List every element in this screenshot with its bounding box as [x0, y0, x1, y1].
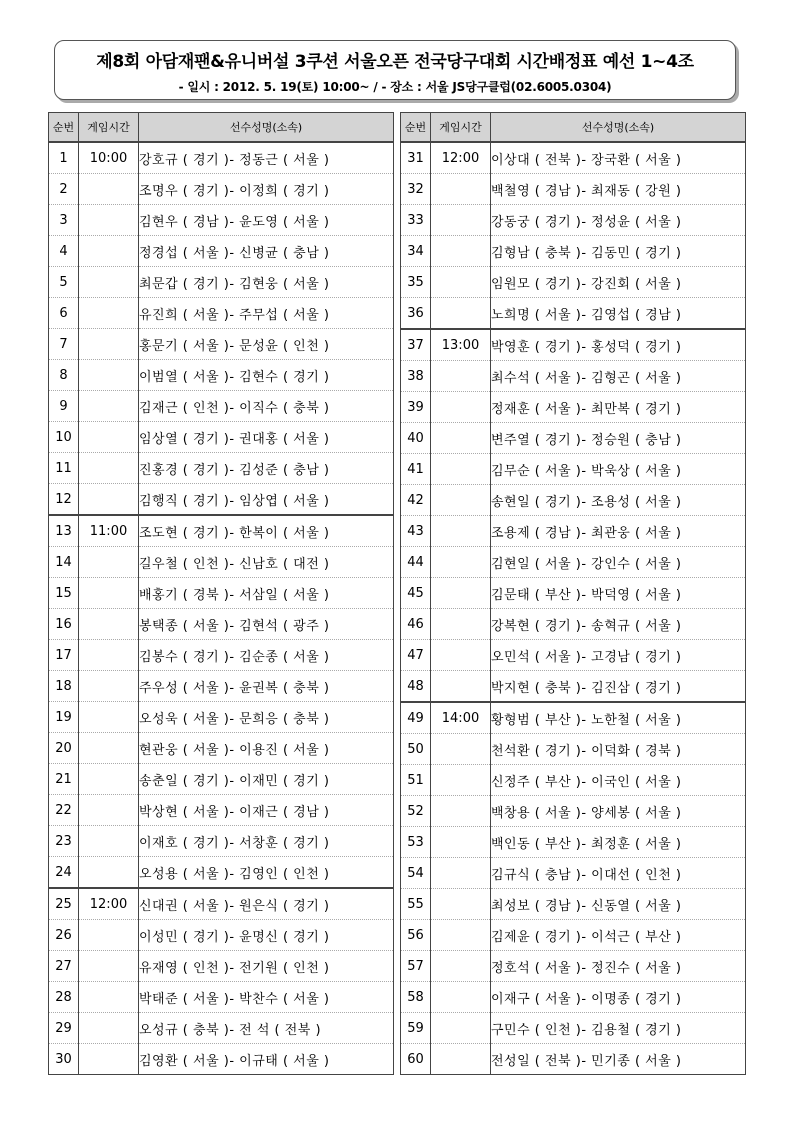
players-cell: 오성규 ( 충북 )- 전 석 ( 전북 ) [139, 1013, 394, 1044]
players-cell: 전성일 ( 전북 )- 민기종 ( 서울 ) [491, 1044, 746, 1075]
players-cell: 김영환 ( 서울 )- 이규태 ( 서울 ) [139, 1044, 394, 1075]
players-cell: 길우철 ( 인천 )- 신남호 ( 대전 ) [139, 547, 394, 578]
players-cell: 현관웅 ( 서울 )- 이용진 ( 서울 ) [139, 733, 394, 764]
players-cell: 변주열 ( 경기 )- 정승원 ( 충남 ) [491, 423, 746, 454]
match-number-cell: 57 [401, 951, 431, 982]
game-time-cell: 12:00 [79, 888, 139, 920]
match-number-cell: 44 [401, 547, 431, 578]
table-row [401, 174, 746, 205]
match-number-cell: 12 [49, 484, 79, 516]
table-row [401, 361, 746, 392]
table-row [401, 640, 746, 671]
game-time-cell [79, 857, 139, 889]
match-number-cell: 23 [49, 826, 79, 857]
match-number-cell: 46 [401, 609, 431, 640]
table-row [49, 578, 394, 609]
players-cell: 유재영 ( 인천 )- 전기원 ( 인천 ) [139, 951, 394, 982]
game-time-cell [431, 982, 491, 1013]
players-cell: 홍문기 ( 서울 )- 문성윤 ( 인천 ) [139, 329, 394, 360]
game-time-cell [79, 453, 139, 484]
match-number-cell: 5 [49, 267, 79, 298]
match-number-cell: 26 [49, 920, 79, 951]
players-cell: 김재근 ( 인천 )- 이직수 ( 충북 ) [139, 391, 394, 422]
table-row [401, 889, 746, 920]
match-number-cell: 51 [401, 765, 431, 796]
players-cell: 오민석 ( 서울 )- 고경남 ( 경기 ) [491, 640, 746, 671]
match-number-cell: 49 [401, 702, 431, 734]
players-cell: 정호석 ( 서울 )- 정진수 ( 서울 ) [491, 951, 746, 982]
game-time-cell [431, 516, 491, 547]
table-row [401, 765, 746, 796]
match-number-cell: 56 [401, 920, 431, 951]
game-time-cell [431, 205, 491, 236]
table-row [401, 329, 746, 361]
table-row [49, 174, 394, 205]
players-cell: 백창용 ( 서울 )- 양세봉 ( 서울 ) [491, 796, 746, 827]
game-time-cell [431, 640, 491, 671]
match-number-cell: 54 [401, 858, 431, 889]
match-number-cell: 45 [401, 578, 431, 609]
game-time-cell [431, 671, 491, 703]
table-row [49, 640, 394, 671]
match-number-cell: 18 [49, 671, 79, 702]
match-number-cell: 7 [49, 329, 79, 360]
game-time-cell [431, 174, 491, 205]
players-cell: 최수석 ( 서울 )- 김형곤 ( 서울 ) [491, 361, 746, 392]
table-row [49, 391, 394, 422]
players-cell: 김규식 ( 충남 )- 이대선 ( 인천 ) [491, 858, 746, 889]
table-row [49, 329, 394, 360]
table-row [49, 888, 394, 920]
match-number-cell: 36 [401, 298, 431, 330]
match-number-cell: 27 [49, 951, 79, 982]
match-number-cell: 48 [401, 671, 431, 703]
table-row [49, 360, 394, 391]
players-cell: 노희명 ( 서울 )- 김영섭 ( 경남 ) [491, 298, 746, 330]
match-number-cell: 15 [49, 578, 79, 609]
players-cell: 황형범 ( 부산 )- 노한철 ( 서울 ) [491, 702, 746, 734]
game-time-cell [79, 982, 139, 1013]
players-cell: 이재구 ( 서울 )- 이명종 ( 경기 ) [491, 982, 746, 1013]
game-time-cell [431, 889, 491, 920]
players-cell: 김무순 ( 서울 )- 박욱상 ( 서울 ) [491, 454, 746, 485]
game-time-cell [431, 920, 491, 951]
players-cell: 백철영 ( 경남 )- 최재동 ( 강원 ) [491, 174, 746, 205]
table-row [401, 734, 746, 765]
table-row [49, 702, 394, 733]
match-number-cell: 19 [49, 702, 79, 733]
match-number-cell: 42 [401, 485, 431, 516]
match-number-cell: 4 [49, 236, 79, 267]
game-time-cell: 12:00 [431, 142, 491, 174]
schedule-table-left [48, 112, 394, 1075]
table-row [49, 920, 394, 951]
column-header-players: 선수성명(소속) [139, 113, 394, 143]
game-time-cell [431, 454, 491, 485]
match-number-cell: 50 [401, 734, 431, 765]
match-number-cell: 6 [49, 298, 79, 329]
game-time-cell [431, 734, 491, 765]
table-row [49, 795, 394, 826]
game-time-cell [431, 827, 491, 858]
game-time-cell [79, 609, 139, 640]
match-number-cell: 60 [401, 1044, 431, 1075]
match-number-cell: 53 [401, 827, 431, 858]
table-row [401, 1044, 746, 1075]
players-cell: 김문태 ( 부산 )- 박덕영 ( 서울 ) [491, 578, 746, 609]
players-cell: 주우성 ( 서울 )- 윤권복 ( 충북 ) [139, 671, 394, 702]
table-row [49, 236, 394, 267]
game-time-cell: 13:00 [431, 329, 491, 361]
match-number-cell: 43 [401, 516, 431, 547]
match-number-cell: 10 [49, 422, 79, 453]
players-cell: 이재호 ( 경기 )- 서창훈 ( 경기 ) [139, 826, 394, 857]
game-time-cell [79, 205, 139, 236]
game-time-cell [79, 764, 139, 795]
game-time-cell [79, 422, 139, 453]
game-time-cell [79, 547, 139, 578]
game-time-cell [79, 236, 139, 267]
table-row [401, 142, 746, 174]
schedule-table-right [400, 112, 746, 1075]
table-row [401, 423, 746, 454]
players-cell: 최문갑 ( 경기 )- 김현웅 ( 서울 ) [139, 267, 394, 298]
match-number-cell: 55 [401, 889, 431, 920]
match-number-cell: 22 [49, 795, 79, 826]
players-cell: 정경섭 ( 서울 )- 신병균 ( 충남 ) [139, 236, 394, 267]
game-time-cell [431, 361, 491, 392]
game-time-cell [431, 858, 491, 889]
table-row [49, 1044, 394, 1075]
game-time-cell [79, 360, 139, 391]
game-time-cell [79, 174, 139, 205]
players-cell: 조도현 ( 경기 )- 한복이 ( 서울 ) [139, 515, 394, 547]
game-time-cell [431, 1013, 491, 1044]
table-row [401, 267, 746, 298]
table-row [401, 547, 746, 578]
game-time-cell [79, 298, 139, 329]
game-time-cell [79, 578, 139, 609]
match-number-cell: 59 [401, 1013, 431, 1044]
table-row [49, 857, 394, 889]
match-number-cell: 39 [401, 392, 431, 423]
game-time-cell [431, 578, 491, 609]
match-number-cell: 20 [49, 733, 79, 764]
game-time-cell [79, 391, 139, 422]
match-number-cell: 28 [49, 982, 79, 1013]
table-row [49, 453, 394, 484]
game-time-cell [79, 267, 139, 298]
page-title: 제8회 아담재팬&유니버설 3쿠션 서울오픈 전국당구대회 시간배정표 예선 1~4조 [96, 52, 694, 72]
match-number-cell: 47 [401, 640, 431, 671]
table-row [401, 609, 746, 640]
game-time-cell [79, 640, 139, 671]
table-row [401, 205, 746, 236]
match-number-cell: 2 [49, 174, 79, 205]
table-row [49, 826, 394, 857]
page-subtitle: - 일시 : 2012. 5. 19(토) 10:00~ / - 장소 : 서울 JS당구클럽(02.6005.0304) [178, 80, 612, 94]
match-number-cell: 8 [49, 360, 79, 391]
match-number-cell: 38 [401, 361, 431, 392]
column-header-no: 순번 [49, 113, 79, 143]
players-cell: 강호규 ( 경기 )- 정동근 ( 서울 ) [139, 142, 394, 174]
table-row [49, 733, 394, 764]
match-number-cell: 52 [401, 796, 431, 827]
game-time-cell [79, 484, 139, 516]
game-time-cell [79, 1013, 139, 1044]
table-row [49, 951, 394, 982]
match-number-cell: 30 [49, 1044, 79, 1075]
table-row [49, 484, 394, 516]
game-time-cell [79, 671, 139, 702]
players-cell: 박상현 ( 서울 )- 이재근 ( 경남 ) [139, 795, 394, 826]
table-row [401, 858, 746, 889]
game-time-cell: 10:00 [79, 142, 139, 174]
table-row [401, 578, 746, 609]
players-cell: 송춘일 ( 경기 )- 이재민 ( 경기 ) [139, 764, 394, 795]
game-time-cell [431, 951, 491, 982]
game-time-cell [431, 796, 491, 827]
match-number-cell: 29 [49, 1013, 79, 1044]
players-cell: 오성용 ( 서울 )- 김영인 ( 인천 ) [139, 857, 394, 889]
players-cell: 박태준 ( 서울 )- 박찬수 ( 서울 ) [139, 982, 394, 1013]
table-row [49, 142, 394, 174]
players-cell: 이성민 ( 경기 )- 윤명신 ( 경기 ) [139, 920, 394, 951]
table-row [401, 982, 746, 1013]
players-cell: 박영훈 ( 경기 )- 홍성덕 ( 경기 ) [491, 329, 746, 361]
game-time-cell [79, 920, 139, 951]
match-number-cell: 13 [49, 515, 79, 547]
players-cell: 박지현 ( 충북 )- 김진삼 ( 경기 ) [491, 671, 746, 703]
players-cell: 진홍경 ( 경기 )- 김성준 ( 충남 ) [139, 453, 394, 484]
table-row [49, 609, 394, 640]
game-time-cell [431, 609, 491, 640]
table-row [49, 671, 394, 702]
match-number-cell: 34 [401, 236, 431, 267]
match-number-cell: 35 [401, 267, 431, 298]
table-header-row [401, 113, 746, 143]
game-time-cell [79, 951, 139, 982]
players-cell: 임상열 ( 경기 )- 권대홍 ( 서울 ) [139, 422, 394, 453]
table-row [401, 1013, 746, 1044]
match-number-cell: 16 [49, 609, 79, 640]
game-time-cell [431, 298, 491, 330]
players-cell: 김제윤 ( 경기 )- 이석근 ( 부산 ) [491, 920, 746, 951]
match-number-cell: 31 [401, 142, 431, 174]
match-number-cell: 17 [49, 640, 79, 671]
game-time-cell [79, 733, 139, 764]
game-time-cell [431, 765, 491, 796]
players-cell: 봉택종 ( 서울 )- 김현석 ( 광주 ) [139, 609, 394, 640]
table-row [49, 298, 394, 329]
table-row [49, 205, 394, 236]
players-cell: 배홍기 ( 경북 )- 서삼일 ( 서울 ) [139, 578, 394, 609]
match-number-cell: 1 [49, 142, 79, 174]
table-row [401, 485, 746, 516]
game-time-cell: 11:00 [79, 515, 139, 547]
players-cell: 백인동 ( 부산 )- 최정훈 ( 서울 ) [491, 827, 746, 858]
players-cell: 김봉수 ( 경기 )- 김순종 ( 서울 ) [139, 640, 394, 671]
players-cell: 강동궁 ( 경기 )- 정성윤 ( 서울 ) [491, 205, 746, 236]
players-cell: 정재훈 ( 서울 )- 최만복 ( 경기 ) [491, 392, 746, 423]
players-cell: 신정주 ( 부산 )- 이국인 ( 서울 ) [491, 765, 746, 796]
table-row [49, 982, 394, 1013]
players-cell: 김현일 ( 서울 )- 강인수 ( 서울 ) [491, 547, 746, 578]
players-cell: 신대권 ( 서울 )- 원은식 ( 경기 ) [139, 888, 394, 920]
match-number-cell: 37 [401, 329, 431, 361]
table-row [401, 951, 746, 982]
players-cell: 이범열 ( 서울 )- 김현수 ( 경기 ) [139, 360, 394, 391]
table-row [401, 796, 746, 827]
game-time-cell [431, 485, 491, 516]
players-cell: 송현일 ( 경기 )- 조용성 ( 서울 ) [491, 485, 746, 516]
match-number-cell: 14 [49, 547, 79, 578]
table-row [49, 267, 394, 298]
players-cell: 김형남 ( 충북 )- 김동민 ( 경기 ) [491, 236, 746, 267]
column-header-time: 게임시간 [79, 113, 139, 143]
match-number-cell: 32 [401, 174, 431, 205]
game-time-cell [79, 795, 139, 826]
game-time-cell [431, 1044, 491, 1075]
table-row [49, 764, 394, 795]
match-number-cell: 11 [49, 453, 79, 484]
game-time-cell [79, 1044, 139, 1075]
game-time-cell [431, 267, 491, 298]
players-cell: 임원모 ( 경기 )- 강진회 ( 서울 ) [491, 267, 746, 298]
players-cell: 조용제 ( 경남 )- 최관웅 ( 서울 ) [491, 516, 746, 547]
column-header-time: 게임시간 [431, 113, 491, 143]
game-time-cell [431, 392, 491, 423]
column-header-no: 순번 [401, 113, 431, 143]
match-number-cell: 24 [49, 857, 79, 889]
game-time-cell [431, 236, 491, 267]
match-number-cell: 25 [49, 888, 79, 920]
match-number-cell: 3 [49, 205, 79, 236]
game-time-cell [79, 702, 139, 733]
table-row [401, 454, 746, 485]
match-number-cell: 40 [401, 423, 431, 454]
table-row [401, 671, 746, 703]
game-time-cell: 14:00 [431, 702, 491, 734]
players-cell: 강복현 ( 경기 )- 송혁규 ( 서울 ) [491, 609, 746, 640]
table-row [401, 827, 746, 858]
players-cell: 조명우 ( 경기 )- 이정희 ( 경기 ) [139, 174, 394, 205]
match-number-cell: 41 [401, 454, 431, 485]
title-box [54, 40, 736, 100]
players-cell: 오성욱 ( 서울 )- 문희응 ( 충북 ) [139, 702, 394, 733]
players-cell: 유진희 ( 서울 )- 주무섭 ( 서울 ) [139, 298, 394, 329]
game-time-cell [431, 547, 491, 578]
table-row [401, 392, 746, 423]
table-row [49, 422, 394, 453]
match-number-cell: 58 [401, 982, 431, 1013]
match-number-cell: 21 [49, 764, 79, 795]
game-time-cell [79, 329, 139, 360]
match-number-cell: 9 [49, 391, 79, 422]
players-cell: 최성보 ( 경남 )- 신동열 ( 서울 ) [491, 889, 746, 920]
table-header-row [49, 113, 394, 143]
game-time-cell [79, 826, 139, 857]
players-cell: 김현우 ( 경남 )- 윤도영 ( 서울 ) [139, 205, 394, 236]
game-time-cell [431, 423, 491, 454]
column-header-players: 선수성명(소속) [491, 113, 746, 143]
table-row [49, 515, 394, 547]
players-cell: 구민수 ( 인천 )- 김용철 ( 경기 ) [491, 1013, 746, 1044]
players-cell: 천석환 ( 경기 )- 이덕화 ( 경북 ) [491, 734, 746, 765]
players-cell: 이상대 ( 전북 )- 장국환 ( 서울 ) [491, 142, 746, 174]
table-row [401, 236, 746, 267]
table-row [401, 516, 746, 547]
table-row [401, 298, 746, 330]
table-row [401, 702, 746, 734]
players-cell: 김행직 ( 경기 )- 임상엽 ( 서울 ) [139, 484, 394, 516]
table-row [49, 1013, 394, 1044]
table-row [49, 547, 394, 578]
table-row [401, 920, 746, 951]
match-number-cell: 33 [401, 205, 431, 236]
